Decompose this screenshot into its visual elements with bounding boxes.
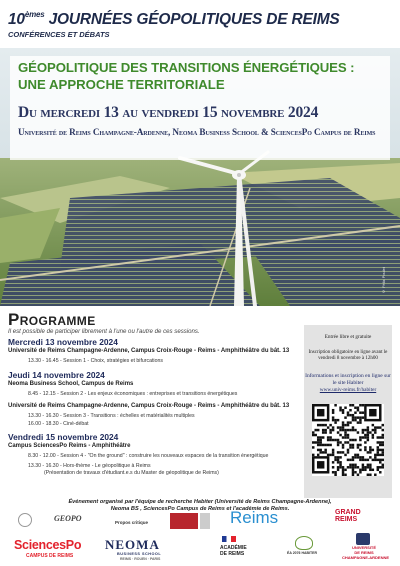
programme-intro: Il est possible de participer librement à l'une ou l'autre de ces sessions. [8, 328, 200, 335]
day-1-heading: Mercredi 13 novembre 2024 [8, 337, 118, 347]
event-title-line-2: UNE APPROCHE TERRITORIALE [18, 77, 225, 92]
photo-credit: © Félix Poulet [381, 266, 386, 294]
partner-red-logo [170, 513, 198, 529]
day-3-session-1: 8.30 - 12.00 - Session 4 - "On the ground" : construire les nouveaux espaces de la transition énergétique [28, 453, 269, 459]
organizers-line-1: Événement organisé par l'équipe de recherche Habiter (Université de Reims Champagne-Ardenne), [68, 499, 332, 505]
sciencespo-campus-label: CAMPUS DE REIMS [26, 553, 74, 559]
registration-link[interactable]: www.univ-reims.fr/habiter [319, 387, 377, 393]
event-dates: Du mercredi 13 au vendredi 15 novembre 2024 [18, 104, 319, 121]
republic-flag-logo [222, 536, 236, 542]
neoma-logo: NEOMA [105, 537, 160, 552]
qr-code[interactable] [312, 404, 384, 476]
registration-info: Informations et inscription en ligne sur le site Habiter [305, 373, 391, 386]
registration-deadline: Inscription obligatoire en ligne avant le vendredi 8 novembre à 12h00 [308, 350, 388, 361]
neoma-subtitle: BUSINESS SCHOOL [117, 552, 162, 556]
organizers-line-2: Neoma BS , SciencesPo Campus de Reims et l'académie de Reims. [110, 506, 290, 513]
habiter-team-logo [295, 536, 313, 550]
neoma-cities: REIMS · ROUEN · PARIS [120, 557, 161, 561]
day-3-location: Campus SciencesPo Reims - Amphithéâtre [8, 443, 131, 449]
urca-line-2: DE REIMS [354, 549, 374, 555]
urca-line-3: CHAMPAGNE-ARDENNE [342, 554, 390, 560]
day-1-session-1: 13.30 - 16.45 - Session 1 - Choix, stratégies et bifurcations [28, 358, 163, 364]
series-title: 10èmes JOURNÉES GÉOPOLITIQUES DE REIMS [8, 10, 340, 28]
day-2-heading: Jeudi 14 novembre 2024 [8, 370, 105, 380]
academie-reims-logo [220, 545, 247, 557]
habiter-team-label: ÉA 2076 HABITER [287, 551, 318, 555]
propos-critique-logo: Propos critique [115, 520, 149, 525]
urca-emblem-logo [356, 533, 370, 545]
programme-heading: Programme [8, 310, 96, 329]
day-1-location: Université de Reims Champagne-Ardenne, Campus Croix-Rouge - Reims - Amphithéâtre du bât. 13 [8, 348, 290, 354]
sciencespo-logo: SciencesPo [14, 538, 82, 552]
academie-line-1: ACADÉMIE [220, 545, 247, 551]
partner-portrait-logo [200, 513, 210, 529]
free-entry-text: Entrée libre et gratuite [324, 334, 372, 340]
day-2-session-1: 8.45 - 12.15 - Session 2 - Les enjeux économiques : entreprises et transitions énergétiques [28, 391, 238, 397]
grand-reims-logo [335, 509, 361, 523]
grand-reims-line-1: GRAND [335, 509, 361, 516]
day-2-location-afternoon: Université de Reims Champagne-Ardenne, Campus Croix-Rouge - Reims - Amphithéâtre du bât. 13 [8, 403, 290, 409]
day-3-session-2-note: (Présentation de travaux d'étudiant.e.s du Master de géopolitique de Reims) [44, 470, 219, 476]
series-subtitle: CONFÉRENCES ET DÉBATS [8, 30, 110, 39]
qr-code-graphic [312, 404, 384, 476]
event-header [8, 6, 392, 39]
day-3-heading: Vendredi 15 novembre 2024 [8, 432, 119, 442]
day-2-session-3: 16.00 - 18.30 - Ciné-débat [28, 421, 89, 427]
day-3-session-2: 13.30 - 16.30 - Hors-thème - Le géopolitique à Reims [28, 463, 151, 469]
day-2-location: Neoma Business School, Campus de Reims [8, 381, 134, 387]
geopo-logo: GEOPO [54, 514, 82, 523]
habiter-seal-logo [18, 513, 32, 527]
urca-logo [342, 545, 390, 560]
academie-line-2: DE REIMS [220, 551, 245, 557]
urca-line-1: UNIVERSITÉ [351, 545, 376, 550]
event-title-line-1: GÉOPOLITIQUE DES TRANSITIONS ÉNERGÉTIQUES : [18, 60, 355, 75]
event-venues: Université de Reims Champagne-Ardenne, Neoma Business School & SciencesPo Campus de Reims [18, 127, 376, 137]
reims-city-logo: Reims [230, 508, 279, 527]
day-2-session-2: 13.30 - 16.30 - Session 3 - Transitions : échelles et matérialités multiples [28, 413, 195, 419]
grand-reims-line-2: REIMS [335, 516, 358, 523]
